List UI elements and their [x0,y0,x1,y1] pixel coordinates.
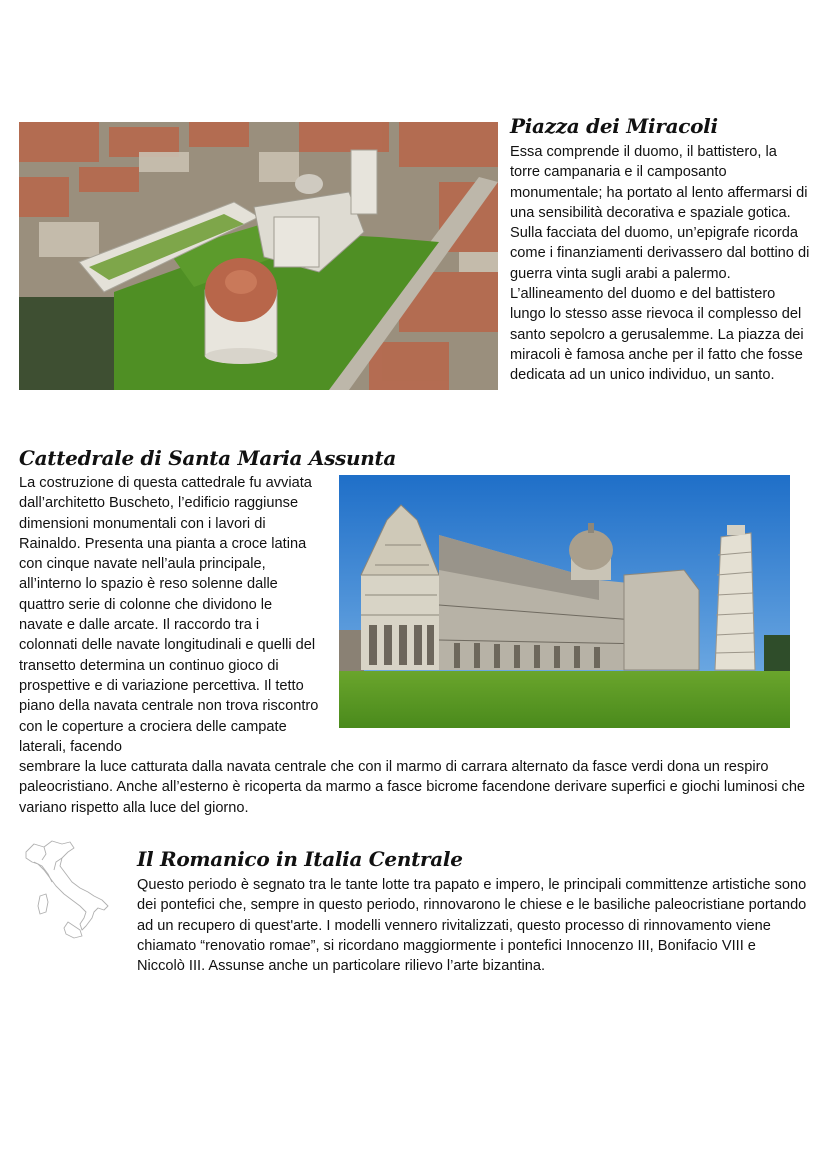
paragraph-cattedrale-full: sembrare la luce catturata dalla navata centrale che con il marmo di carrara alternato da fasce verdi dona un respiro paleocristiano. Anche all’esterno è ricoperta da marmo a fasce bicrome facendone derivare superfici e giochi luminosi che variano rispetto alla luce del giorno. [19,759,806,816]
italy-map-icon [22,838,112,940]
paragraph-romanico: Questo periodo è segnato tra le tante lotte tra papato e impero, le principali committenze artistiche sono dei pontefici che, sempre in questo periodo, rinnovarono le chiese e le basiliche paleocristiane portando ad un recupero di quest'arte. I modelli vennero rivitalizzati, questo processo di rinnovamento viene chiamato “renovatio romae”, si ricordano maggiormente i pontefici Innocenzo III, Bonifacio VIII e Niccolò III. Assunse anche un particolare rilievo l’arte bizantina. [137,877,807,975]
cathedral-photo [339,475,790,728]
heading-piazza-dei-miracoli: Piazza dei Miracoli [510,114,718,138]
paragraph-piazza: Essa comprende il duomo, il battistero, la torre campanaria e il camposanto monumentale; ha portato al lento affermarsi di una sensibilità decorativa e spaziale gotica. Sulla facciata del duomo, un’epigrafe ricorda come i finanziamenti derivassero dal bottino di guerra vinta sugli arabi a palermo. L’allineamento del duomo e del battistero lungo lo stesso asse rievoca il complesso del santo sepolcro a gerusalemme. La piazza dei miracoli è famosa anche per il fatto che fosse dedicata ad un unico individuo, un santo. [510,144,810,384]
heading-romanico: Il Romanico in Italia Centrale [137,847,463,871]
piazza-aerial-photo [19,122,498,390]
paragraph-cattedrale-wrapped: La costruzione di questa cattedrale fu avviata dall’architetto Buscheto, l’edificio raggiunse dimensioni monumentali con i lavori di Rainaldo. Presenta una pianta a croce latina con cinque navate nell’aula principale, all’interno lo spazio è reso solenne dalle quattro serie di colonne che dividono le navate e dalle arcate. Il raccordo tra i colonnati delle navate longitudinali e quelli del transetto determina un continuo gioco di prospettive e di variazione percettiva. Il tetto piano della navata centrale non trova riscontro con le coperture a crociera delle campate laterali, facendo [19,475,319,755]
heading-cattedrale: Cattedrale di Santa Maria Assunta [19,446,397,470]
